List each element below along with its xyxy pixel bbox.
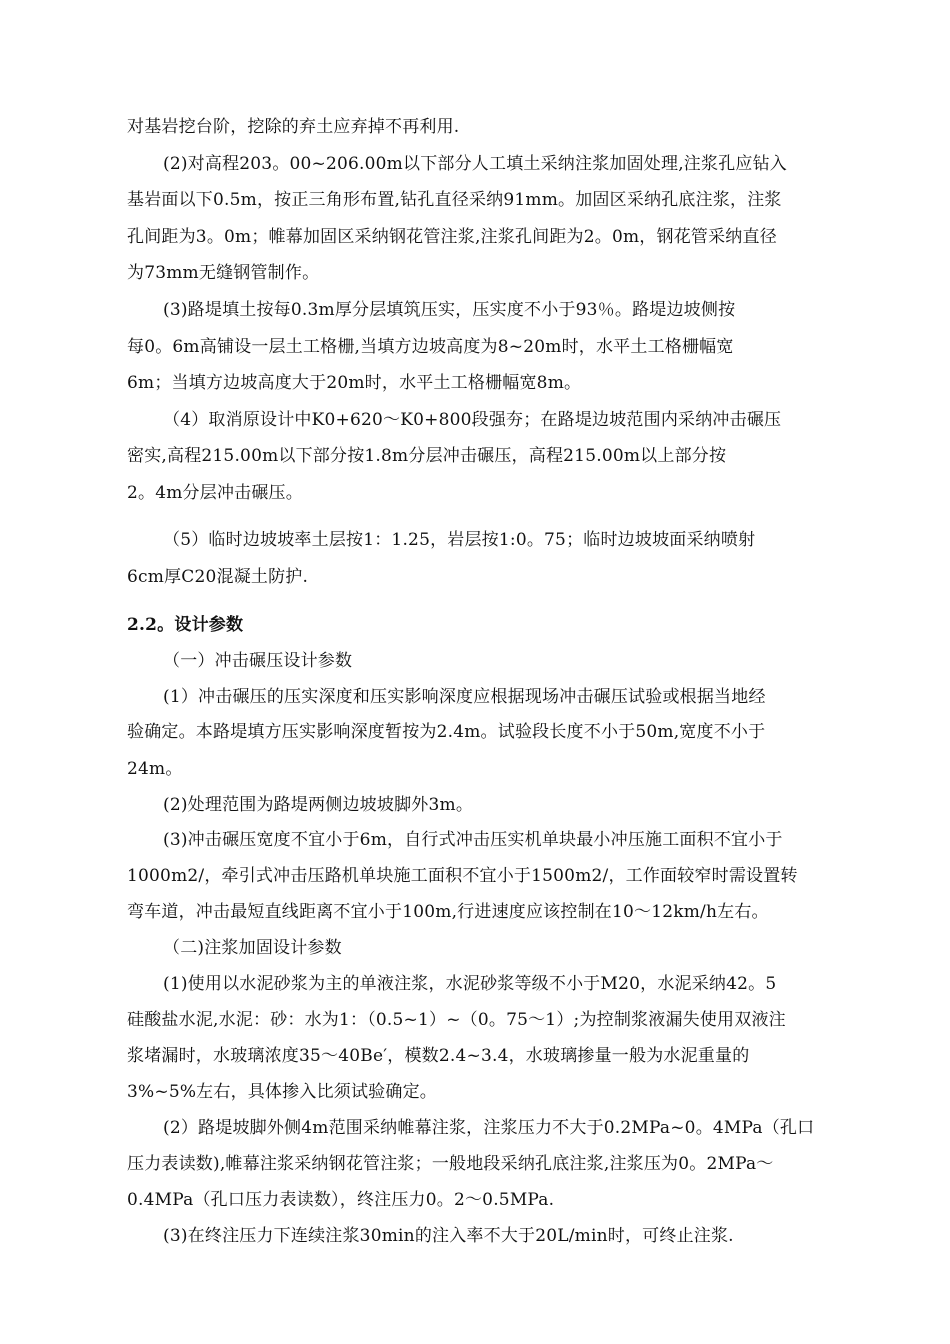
text-line: 孔间距为3。0m；帷幕加固区采纳钢花管注浆,注浆孔间距为2。0m，钢花管采纳直径 <box>127 227 777 247</box>
text-line: (3)冲击碾压宽度不宜小于6m，自行式冲击压实机单块最小冲压施工面积不宜小于 <box>163 830 783 850</box>
text-line: 密实,高程215.00m以下部分按1.8m分层冲击碾压，高程215.00m以上部分按 <box>127 446 727 466</box>
text-line: (3)在终注压力下连续注浆30min的注入率不大于20L/min时，可终止注浆. <box>163 1226 734 1246</box>
text-line: 弯车道，冲击最短直线距离不宜小于100m,行进速度应该控制在10～12km/h左右。 <box>127 902 769 922</box>
text-line: (2)对高程203。00~206.00m以下部分人工填土采纳注浆加固处理,注浆孔应钻入 <box>163 154 788 174</box>
subsection-heading: （二)注浆加固设计参数 <box>163 938 342 958</box>
text-line: (2)处理范围为路堤两侧边坡坡脚外3m。 <box>163 795 474 815</box>
text-line: 硅酸盐水泥,水泥：砂：水为1：（0.5~1）~（0。75～1）;为控制浆液漏失使用双液注 <box>127 1010 786 1030</box>
text-line: 3%~5%左右，具体掺入比须试验确定。 <box>127 1082 437 1102</box>
text-line: （5）临时边坡坡率土层按1：1.25，岩层按1:0。75；临时边坡坡面采纳喷射 <box>163 530 756 550</box>
text-line: 6m；当填方边坡高度大于20m时，水平土工格栅幅宽8m。 <box>127 373 582 393</box>
text-line: (2）路堤坡脚外侧4m范围采纳帷幕注浆，注浆压力不大于0.2MPa~0。4MPa（孔口 <box>163 1118 815 1138</box>
text-line: (3)路堤填土按每0.3m厚分层填筑压实，压实度不小于93％。路堤边坡侧按 <box>163 300 736 320</box>
text-line: 2。4m分层冲击碾压。 <box>127 483 303 503</box>
text-line: 为73mm无缝钢管制作。 <box>127 263 320 283</box>
text-line: （4）取消原设计中K0+620～K0+800段强夯；在路堤边坡范围内采纳冲击碾压 <box>163 410 782 430</box>
text-line: 验确定。本路堤填方压实影响深度暂按为2.4m。试验段长度不小于50m,宽度不小于 <box>127 722 766 742</box>
text-line: 浆堵漏时，水玻璃浓度35～40Be′，模数2.4~3.4，水玻璃掺量一般为水泥重量的 <box>127 1046 750 1066</box>
text-line: 6cm厚C20混凝土防护. <box>127 567 309 587</box>
text-line: (1)使用以水泥砂浆为主的单液注浆，水泥砂浆等级不小于M20，水泥采纳42。5 <box>163 974 777 994</box>
subsection-heading: （一）冲击碾压设计参数 <box>163 651 353 671</box>
text-line: 24m。 <box>127 759 183 779</box>
text-line: 对基岩挖台阶，挖除的弃土应弃掉不再利用. <box>127 117 460 137</box>
text-line: 1000m2/，牵引式冲击压路机单块施工面积不宜小于1500m2/，工作面较窄时需设置转 <box>127 866 798 886</box>
text-line: 基岩面以下0.5m，按正三角形布置,钻孔直径采纳91mm。加固区采纳孔底注浆，注浆 <box>127 190 782 210</box>
section-heading: 2.2。设计参数 <box>127 615 244 635</box>
text-line: (1）冲击碾压的压实深度和压实影响深度应根据现场冲击碾压试验或根据当地经 <box>163 687 766 707</box>
text-line: 压力表读数),帷幕注浆采纳钢花管注浆；一般地段采纳孔底注浆,注浆压为0。2MPa～ <box>127 1154 774 1174</box>
text-line: 0.4MPa（孔口压力表读数），终注压力0。2～0.5MPa. <box>127 1190 555 1210</box>
text-line: 每0。6m高铺设一层土工格栅,当填方边坡高度为8~20m时，水平土工格栅幅宽 <box>127 337 734 357</box>
